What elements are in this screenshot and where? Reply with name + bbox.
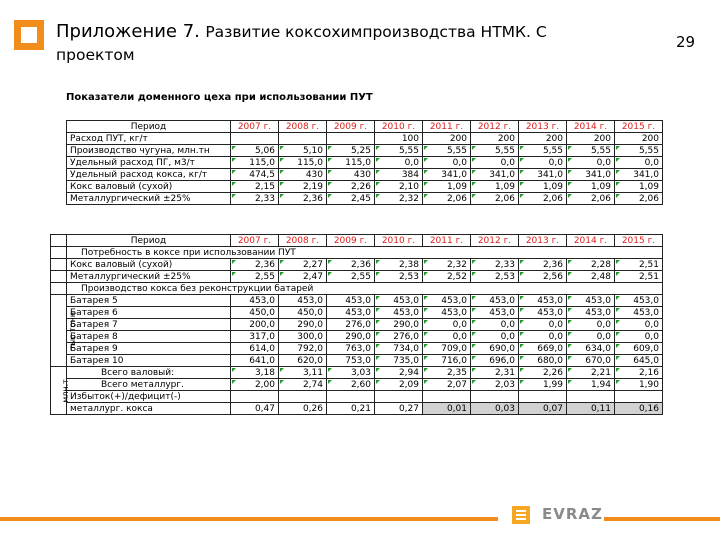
value-cell: 2,47 — [279, 271, 327, 283]
row-label: Батарея 9 — [67, 343, 231, 355]
value-cell: 2,09 — [375, 379, 423, 391]
table-row — [51, 331, 663, 343]
value-cell: 453,0 — [327, 307, 375, 319]
value-cell: 115,0 — [279, 157, 327, 169]
row-label: Металлургический ±25% — [67, 271, 231, 283]
row-label: Батарея 7 — [67, 319, 231, 331]
value-cell: 2,06 — [519, 193, 567, 205]
value-cell: 2,21 — [567, 367, 615, 379]
value-cell: 341,0 — [471, 169, 519, 181]
year-header: 2010 г. — [375, 235, 423, 247]
header-row — [51, 235, 663, 247]
value-cell: 0,0 — [615, 331, 663, 343]
value-cell: 200 — [423, 133, 471, 145]
value-cell: 3,03 — [327, 367, 375, 379]
value-cell: 2,51 — [615, 259, 663, 271]
value-cell: 453,0 — [375, 295, 423, 307]
value-cell: 0,0 — [519, 331, 567, 343]
value-cell: 753,0 — [327, 355, 375, 367]
value-cell: 450,0 — [231, 307, 279, 319]
blast-furnace-table — [66, 120, 663, 205]
row-label: Удельный расход ПГ, м3/т — [67, 157, 231, 169]
table-row — [67, 133, 663, 145]
year-header: 2007 г. — [231, 121, 279, 133]
section-row — [51, 247, 663, 259]
value-cell: 430 — [279, 169, 327, 181]
value-cell: 716,0 — [423, 355, 471, 367]
value-cell: 200 — [615, 133, 663, 145]
page-title — [56, 20, 616, 67]
value-cell: 290,0 — [375, 319, 423, 331]
value-cell: 2,56 — [519, 271, 567, 283]
value-cell: 2,27 — [279, 259, 327, 271]
value-cell: 0,0 — [615, 157, 663, 169]
table-row — [51, 355, 663, 367]
value-cell: 2,36 — [327, 259, 375, 271]
value-cell: 2,06 — [471, 193, 519, 205]
value-cell: 453,0 — [471, 307, 519, 319]
spacer-cell — [51, 247, 67, 259]
value-cell: 2,33 — [471, 259, 519, 271]
value-cell — [231, 133, 279, 145]
value-cell: 0,0 — [567, 319, 615, 331]
value-cell: 0,0 — [567, 157, 615, 169]
footer-accent-line — [604, 517, 720, 521]
row-label: Батарея 6 — [67, 307, 231, 319]
table-row — [51, 259, 663, 271]
year-header: 2015 г. — [615, 121, 663, 133]
value-cell — [519, 391, 567, 403]
value-cell: 3,11 — [279, 367, 327, 379]
value-cell: 2,35 — [423, 367, 471, 379]
year-header: 2013 г. — [519, 121, 567, 133]
value-cell: 341,0 — [423, 169, 471, 181]
value-cell: 453,0 — [615, 295, 663, 307]
value-cell: 200 — [567, 133, 615, 145]
value-cell: 5,55 — [423, 145, 471, 157]
value-cell: 453,0 — [231, 295, 279, 307]
row-label: металлург. кокса — [67, 403, 231, 415]
value-cell: 0,0 — [567, 331, 615, 343]
value-cell: 5,55 — [375, 145, 423, 157]
spacer-cell — [51, 259, 67, 271]
year-header: 2009 г. — [327, 235, 375, 247]
value-cell — [327, 133, 375, 145]
row-label: Кокс валовый (сухой) — [67, 181, 231, 193]
table-row — [51, 295, 663, 307]
value-cell: 0,0 — [519, 319, 567, 331]
value-cell: 680,0 — [519, 355, 567, 367]
value-cell: 2,38 — [375, 259, 423, 271]
spreadsheet-image — [46, 88, 674, 472]
value-cell: 2,06 — [567, 193, 615, 205]
value-cell: 2,10 — [375, 181, 423, 193]
value-cell: 2,94 — [375, 367, 423, 379]
value-cell: 735,0 — [375, 355, 423, 367]
value-cell: 115,0 — [327, 157, 375, 169]
value-cell: 1,09 — [471, 181, 519, 193]
value-cell: 2,07 — [423, 379, 471, 391]
title-rest: Развитие коксохимпроизводства НТМК. С проектом — [56, 23, 547, 64]
value-cell: 453,0 — [615, 307, 663, 319]
row-label: Удельный расход кокса, кг/т — [67, 169, 231, 181]
value-cell: 2,32 — [423, 259, 471, 271]
value-cell: 453,0 — [567, 295, 615, 307]
value-cell: 0,07 — [519, 403, 567, 415]
value-cell: 2,48 — [567, 271, 615, 283]
value-cell: 200 — [471, 133, 519, 145]
period-header: Период — [67, 121, 231, 133]
table-row — [51, 403, 663, 415]
coke-balance-table — [50, 234, 663, 415]
value-cell: 341,0 — [519, 169, 567, 181]
footer-accent-bar — [0, 517, 498, 521]
value-cell: 453,0 — [519, 295, 567, 307]
value-cell: 709,0 — [423, 343, 471, 355]
value-cell: 0,0 — [519, 157, 567, 169]
value-cell: 2,60 — [327, 379, 375, 391]
value-cell: 2,36 — [279, 193, 327, 205]
value-cell: 1,90 — [615, 379, 663, 391]
value-cell — [327, 391, 375, 403]
value-cell: 0,11 — [567, 403, 615, 415]
value-cell: 276,0 — [327, 319, 375, 331]
table-row — [51, 391, 663, 403]
value-cell: 1,94 — [567, 379, 615, 391]
sheet-title: Показатели доменного цеха при использовании ПУТ — [66, 92, 373, 103]
year-header: 2014 г. — [567, 121, 615, 133]
value-cell: 641,0 — [231, 355, 279, 367]
row-label: Всего валовый: — [67, 367, 231, 379]
value-cell: 734,0 — [375, 343, 423, 355]
value-cell — [471, 391, 519, 403]
value-cell: 341,0 — [615, 169, 663, 181]
year-header: 2008 г. — [279, 235, 327, 247]
value-cell: 341,0 — [567, 169, 615, 181]
value-cell: 2,26 — [519, 367, 567, 379]
title-lead: Приложение 7. — [56, 21, 200, 42]
year-header: 2010 г. — [375, 121, 423, 133]
value-cell: 453,0 — [423, 295, 471, 307]
value-cell: 430 — [327, 169, 375, 181]
unit-text: млн.т — [60, 378, 70, 403]
table-row — [67, 157, 663, 169]
row-label: Всего металлург. — [67, 379, 231, 391]
row-label: Батарея 8 — [67, 331, 231, 343]
value-cell: 2,26 — [327, 181, 375, 193]
value-cell: 1,99 — [519, 379, 567, 391]
table-row — [67, 181, 663, 193]
value-cell: 2,36 — [231, 259, 279, 271]
value-cell: 2,36 — [519, 259, 567, 271]
value-cell: 300,0 — [279, 331, 327, 343]
section-title: Производство кокса без реконструкции батарей — [67, 283, 663, 295]
value-cell: 1,09 — [519, 181, 567, 193]
row-label: Металлургический ±25% — [67, 193, 231, 205]
value-cell: 0,16 — [615, 403, 663, 415]
table-row — [67, 169, 663, 181]
value-cell: 2,06 — [423, 193, 471, 205]
spacer-cell — [51, 283, 67, 295]
value-cell: 0,0 — [423, 331, 471, 343]
year-header: 2007 г. — [231, 235, 279, 247]
page-number: 29 — [676, 33, 696, 51]
header-row — [67, 121, 663, 133]
year-header: 2014 г. — [567, 235, 615, 247]
row-label: Производство чугуна, млн.тн — [67, 145, 231, 157]
year-header: 2008 г. — [279, 121, 327, 133]
value-cell: 2,53 — [471, 271, 519, 283]
table-row — [51, 271, 663, 283]
value-cell: 792,0 — [279, 343, 327, 355]
value-cell: 317,0 — [231, 331, 279, 343]
value-cell — [231, 391, 279, 403]
value-cell: 0,0 — [471, 319, 519, 331]
value-cell: 0,0 — [471, 331, 519, 343]
value-cell: 453,0 — [375, 307, 423, 319]
value-cell: 0,0 — [615, 319, 663, 331]
value-cell: 453,0 — [423, 307, 471, 319]
value-cell: 5,55 — [471, 145, 519, 157]
row-label: Батарея 10 — [67, 355, 231, 367]
section-title: Потребность в коксе при использовании ПУТ — [67, 247, 663, 259]
unit-text: тыс.тонн — [67, 311, 77, 350]
year-header: 2013 г. — [519, 235, 567, 247]
value-cell: 290,0 — [327, 331, 375, 343]
value-cell: 200,0 — [231, 319, 279, 331]
value-cell: 0,01 — [423, 403, 471, 415]
row-label: Избыток(+)/дефицит(-) — [67, 391, 231, 403]
value-cell: 2,06 — [615, 193, 663, 205]
value-cell — [615, 391, 663, 403]
value-cell: 2,45 — [327, 193, 375, 205]
value-cell: 0,0 — [423, 319, 471, 331]
value-cell: 100 — [375, 133, 423, 145]
value-cell: 5,55 — [615, 145, 663, 157]
value-cell: 634,0 — [567, 343, 615, 355]
row-label: Батарея 5 — [67, 295, 231, 307]
table-row — [51, 367, 663, 379]
table-row — [51, 307, 663, 319]
value-cell: 2,16 — [615, 367, 663, 379]
value-cell: 614,0 — [231, 343, 279, 355]
value-cell: 0,0 — [471, 157, 519, 169]
value-cell: 2,51 — [615, 271, 663, 283]
table-row — [67, 145, 663, 157]
value-cell: 2,03 — [471, 379, 519, 391]
value-cell — [279, 391, 327, 403]
value-cell: 453,0 — [471, 295, 519, 307]
value-cell: 0,47 — [231, 403, 279, 415]
evraz-brand: EVRAZ — [542, 505, 603, 523]
value-cell: 5,55 — [519, 145, 567, 157]
value-cell: 2,33 — [231, 193, 279, 205]
value-cell: 450,0 — [279, 307, 327, 319]
value-cell: 1,09 — [615, 181, 663, 193]
year-header: 2012 г. — [471, 121, 519, 133]
row-label: Кокс валовый (сухой) — [67, 259, 231, 271]
value-cell: 5,06 — [231, 145, 279, 157]
value-cell: 200 — [519, 133, 567, 145]
value-cell — [375, 391, 423, 403]
value-cell: 3,18 — [231, 367, 279, 379]
value-cell — [567, 391, 615, 403]
year-header: 2012 г. — [471, 235, 519, 247]
value-cell: 2,55 — [231, 271, 279, 283]
value-cell: 384 — [375, 169, 423, 181]
value-cell: 453,0 — [327, 295, 375, 307]
unit-label — [51, 295, 77, 367]
value-cell: 2,19 — [279, 181, 327, 193]
period-header: Период — [67, 235, 231, 247]
row-label: Расход ПУТ, кг/т — [67, 133, 231, 145]
value-cell: 2,15 — [231, 181, 279, 193]
value-cell: 696,0 — [471, 355, 519, 367]
spacer-cell — [51, 271, 67, 283]
value-cell: 2,28 — [567, 259, 615, 271]
value-cell: 5,25 — [327, 145, 375, 157]
value-cell: 276,0 — [375, 331, 423, 343]
value-cell — [423, 391, 471, 403]
value-cell: 1,09 — [423, 181, 471, 193]
year-header: 2015 г. — [615, 235, 663, 247]
value-cell: 645,0 — [615, 355, 663, 367]
value-cell: 1,09 — [567, 181, 615, 193]
unit-label — [51, 367, 70, 415]
year-header: 2011 г. — [423, 121, 471, 133]
year-header: 2009 г. — [327, 121, 375, 133]
value-cell: 690,0 — [471, 343, 519, 355]
value-cell: 0,27 — [375, 403, 423, 415]
table-row — [51, 379, 663, 391]
table-row — [67, 193, 663, 205]
logo-square-icon — [14, 20, 44, 50]
value-cell: 0,03 — [471, 403, 519, 415]
value-cell: 620,0 — [279, 355, 327, 367]
value-cell: 2,00 — [231, 379, 279, 391]
value-cell: 670,0 — [567, 355, 615, 367]
value-cell: 115,0 — [231, 157, 279, 169]
value-cell: 2,53 — [375, 271, 423, 283]
value-cell: 453,0 — [519, 307, 567, 319]
value-cell: 5,55 — [567, 145, 615, 157]
value-cell: 0,0 — [375, 157, 423, 169]
year-header: 2011 г. — [423, 235, 471, 247]
value-cell: 2,52 — [423, 271, 471, 283]
corner-cell — [51, 235, 67, 247]
value-cell — [279, 133, 327, 145]
value-cell: 290,0 — [279, 319, 327, 331]
section-row — [51, 283, 663, 295]
value-cell: 669,0 — [519, 343, 567, 355]
value-cell: 2,31 — [471, 367, 519, 379]
value-cell: 453,0 — [567, 307, 615, 319]
value-cell: 453,0 — [279, 295, 327, 307]
value-cell: 474,5 — [231, 169, 279, 181]
value-cell: 2,74 — [279, 379, 327, 391]
value-cell: 609,0 — [615, 343, 663, 355]
table-row — [51, 319, 663, 331]
value-cell: 0,21 — [327, 403, 375, 415]
value-cell: 0,0 — [423, 157, 471, 169]
table-row — [51, 343, 663, 355]
value-cell: 5,10 — [279, 145, 327, 157]
value-cell: 0,26 — [279, 403, 327, 415]
value-cell: 2,32 — [375, 193, 423, 205]
value-cell: 2,55 — [327, 271, 375, 283]
value-cell: 763,0 — [327, 343, 375, 355]
evraz-logo-icon — [512, 506, 530, 524]
